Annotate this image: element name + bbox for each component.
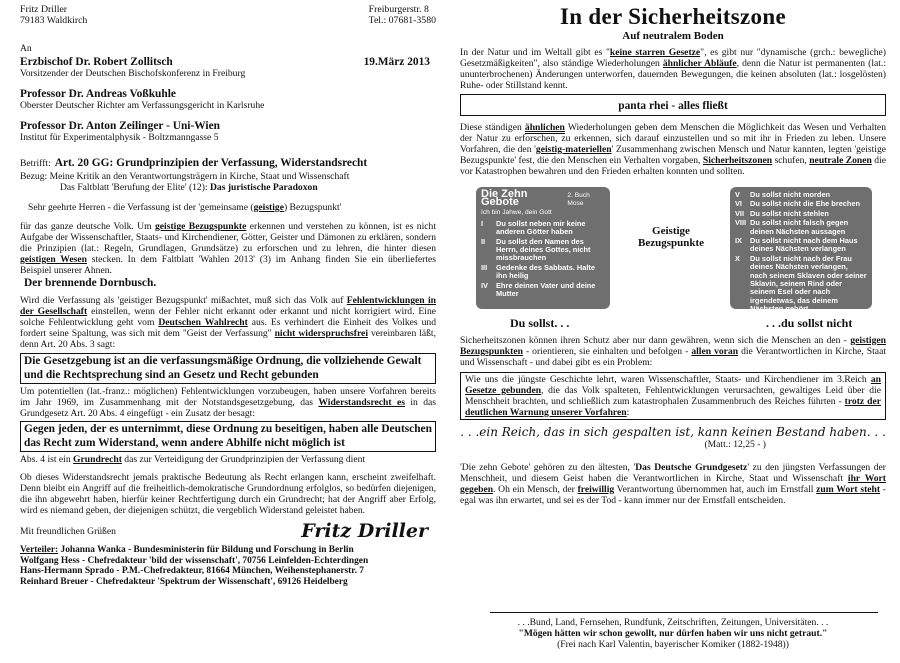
commandment-text: Du sollst nicht stehlen <box>750 208 829 218</box>
commandment-item <box>735 200 867 208</box>
commandment-text: Du sollst nicht die Ehe brechen <box>750 199 861 209</box>
commandment-item <box>735 210 867 218</box>
commandment-number: V <box>735 190 740 199</box>
footer <box>460 617 886 650</box>
commandment-item <box>735 255 867 314</box>
commandment-text: Du sollst neben mir keine anderen Götter haben <box>496 218 586 237</box>
panta-rhei-box: panta rhei - alles fließt <box>460 94 886 116</box>
commandment-text: Du sollst nicht nach der Frau deines Nächsten verlangen, nach seinem Sklaven oder seiner Sklavin, seinem Rind oder seinem Esel oder nach irgendetwas, das deinem Nächsten gehört <box>750 253 867 314</box>
commandment-item <box>735 219 867 236</box>
bible-quote: . . .ein Reich, das in sich gespalten ist, kann keinen Bestand haben. . . <box>460 425 886 439</box>
closing-row <box>20 520 436 542</box>
footer-attribution: (Frei nach Karl Valentin, bayerischer Komiker (1882-1948)) <box>557 639 789 650</box>
left-tablet <box>476 187 610 309</box>
ten-commandments-figure <box>472 181 878 333</box>
commandment-text: Gedenke des Sabbats. Halte ihn heilig <box>496 262 595 281</box>
commandment-item <box>481 220 605 237</box>
figure-center-label: Geistige Bezugspunkte <box>637 225 705 249</box>
paragraph-5: Ob dieses Widerstandsrecht jemals praktische Bedeutung als Recht erlangen kann, erscheint zweifelhaft. Denn bleibt ein Angriff auf die freiheitlich-demokratische Grundordnung erfolglos, so bedürfen diejenigen, die ihn abgewehrt haben, hierfür keiner Rechtfertigung durch ein Grundrecht; hat der Angriff aber Erfolg, wird es niemand geben, der diejenigen schützt, die vergeblich Widerstand geleistet haben. <box>20 472 436 516</box>
commandment-item <box>735 237 867 254</box>
commandment-number: VII <box>735 208 745 218</box>
commandment-number: IX <box>735 236 742 246</box>
distribution-list: Verteiler: Johanna Wanka - Bundesministerin für Bildung und Forschung in Berlin Wolfgang Hess - Chefredakteur 'bild der wissenschaft', 70756 Leinfelden-Echterdingen Hans-Hermann Sprado - P.M.-Chefredakteur, 81664 München, Weihenstephanerstr. 7 Reinhard Breuer - Chefredakteur 'Spektrum der Wissenschaft', 69126 Heidelberg <box>20 545 369 587</box>
reference-line-1: Bezug: Meine Kritik an den Verantwortungsträgern in Kirche, Staat und Wissenschaft <box>20 171 350 182</box>
recipient-3-name: Professor Dr. Anton Zeilinger - Uni-Wien <box>20 120 220 132</box>
commandment-text: Du sollst nicht nach dem Haus deines Nächsten verlangen <box>750 236 858 254</box>
sender-name: Fritz Driller <box>20 4 68 15</box>
commandment-item <box>735 191 867 199</box>
commandment-number: III <box>481 262 488 272</box>
commandment-text: Du sollst den Namen des Herrn, deines Gottes, nicht missbrauchen <box>496 236 591 263</box>
paragraph-4: Abs. 4 ist ein Grundrecht das zur Verteidigung der Grundprinzipien der Verfassung dient <box>20 454 366 465</box>
paragraph-1: für das ganze deutsche Volk. Um geistige Bezugspunkte erkennen und verstehen zu können, ist es nicht Aufgabe der Wissenschaftler, Staats- und Kirchendiener, Götter, Geister und Dämonen zu erklären, sondern die Prinzipien (lat.: Regeln, Grundlagen, Grundsätze) zu erforschen und zu lehren, die hinter diesen geistigen Wesen stecken. In dem Faltblatt 'Wahlen 2013' (3) im Anhang finden Sie ein überliefertes Beispiel unserer Ahnen. <box>20 221 436 276</box>
commandment-number: VI <box>735 199 742 209</box>
caption-du-sollst: Du sollst. . . <box>510 316 570 330</box>
paragraph-similar: Diese ständigen ähnlichen Wiederholungen geben dem Menschen die Möglichkeit das Wesen und Verhalten der Natur zu erforschen, zu erkennen, sich darauf einzustellen und so mit ihr in Frieden zu leben. Unsere Vorfahren, die den 'geistig-materiellen' Zusammenhang zwischen Mensch und Natur kannten, legten 'geistige Bezugspunkte' fest, die den Menschen ein Verhalten vorgaben, Sicherheitszonen schufen, neutrale Zonen die vor Katastrophen bewahren und den Frieden erhalten konnten und sollten. <box>460 122 887 177</box>
footer-divider <box>490 612 878 613</box>
sender-header <box>20 4 436 26</box>
paragraph-3: Um potentiellen (lat.-franz.: möglichen) Fehlentwicklungen vorzubeugen, haben unsere Vorfahren bereits im Jahr 1969, im Zusammenhang mit der Notstandsgesetzgebung, das Widerstandsrecht es in das Grundgesetz Art. 20 Abs. 4 eingefügt - ein Zusatz der besagt: <box>20 386 436 419</box>
subject-text: Art. 20 GG: Grundprinzipien der Verfassung, Widerstandsrecht <box>54 157 368 169</box>
recipient-2-name: Professor Dr. Andreas Voßkuhle <box>20 88 176 100</box>
sender-street: Freiburgerstr. 8 <box>368 4 429 15</box>
caption-du-sollst-nicht: . . .du sollst nicht <box>766 316 853 330</box>
subject-label: Betrifft: <box>20 158 51 169</box>
recipient-1-role: Vorsitzender der Deutschen Bischofskonferenz in Freiburg <box>20 68 246 79</box>
tablet-ref: 2. Buch Mose <box>567 192 590 207</box>
sender-tel: Tel.: 07681-3580 <box>368 15 436 26</box>
paragraph-safety: Sicherheitszonen können ihren Schutz aber nur dann gewähren, wenn sich die Menschen an den - geistigen Bezugspunkten - orientieren, sie einhalten und befolgen - allen voran die Verantwortlichen in Kirche, Staat und Wissenschaft - und dabei gibt es ein Problem: <box>460 335 886 368</box>
commandment-item <box>481 264 605 281</box>
commandment-number: IV <box>481 280 488 290</box>
paragraph-2: Wird die Verfassung als 'geistiger Bezugspunkt' mißachtet, muß sich das Volk auf Fehlentwicklungen in der Gesellschaft einstellen, wenn der Fehler nicht erkannt oder erkannt und nicht korrigiert wird. Eine solche Fehlentwicklung geht vom Deutschen Wahlrecht aus. Es verhindert die Einheit des Volkes und fordert seine Spaltung, was sich mit dem "Geist der Verfassung" nicht widerspruchsfrei vereinbaren läßt, denn Art. 20 Abs. 3 sagt: <box>20 295 437 350</box>
right-tablet <box>730 187 872 314</box>
recipient-1 <box>20 56 436 68</box>
history-box: Wie uns die jüngste Geschichte lehrt, waren Wissenschaftler, Staats- und Kirchendiener im 3.Reich an Gesetze gebunden, die das Volk spalteten, Fehlentwicklungen verursachten, gewaltiges Leid über die Menschheit brachten, und schließlich zum katastrophalen Zusammenbruch des Reiches führten - trotz der deutlichen Warnung unserer Vorfahren: <box>460 372 886 420</box>
dornbusch-heading: Der brennende Dornbusch. <box>24 277 157 289</box>
signature: Fritz Driller <box>301 520 428 542</box>
reference-line-2: Das Faltblatt 'Berufung der Elite' (12): Das juristische Paradoxon <box>60 182 318 193</box>
recipient-an: An <box>20 43 32 54</box>
recipient-3-role: Institut für Experimentalphysik - Boltzmanngasse 5 <box>20 132 219 143</box>
recipient-1-name: Erzbischof Dr. Robert Zollitsch <box>20 56 173 68</box>
page-subtitle: Auf neutralem Boden <box>622 30 724 42</box>
commandment-number: VIII <box>735 218 747 228</box>
intro-paragraph: In der Natur und im Weltall gibt es "keine starren Gesetze", es gibt nur "dynamische (grch.: bewegliche) Gesetzmäßigkeiten", also ständige Wiederholungen ähnlicher Abläufe, denn die Natur ist permanenten (lat.: ununterbrochenen) Änderungen unterworfen, dauernden Bewegungen, die keinen absoluten (lat.: losgelösten) Ruhe- oder Stillstand kennt. <box>460 47 886 91</box>
quote-box-art20-abs3: Die Gesetzgebung ist an die verfassungsmäßige Ordnung, die vollziehende Gewalt und die Rechtsprechung sind an Gesetz und Recht gebunden <box>20 353 436 384</box>
commandment-number: I <box>481 218 484 228</box>
commandment-number: X <box>735 253 740 263</box>
leaflet-page <box>452 0 900 663</box>
commandment-item <box>481 282 605 299</box>
commandment-text: Du sollst nicht falsch gegen deinen Nächsten aussagen <box>750 218 849 236</box>
tablet-title: Die Zehn Gebote <box>481 188 528 208</box>
tablet-intro: Ich bin Jahwe, dein Gott <box>481 209 552 217</box>
footer-media-line: . . .Bund, Land, Fernsehen, Rundfunk, Zeitschriften, Zeitungen, Universitäten. . . <box>517 617 829 628</box>
recipient-2-role: Oberster Deutscher Richter am Verfassungsgericht in Karlsruhe <box>20 100 265 111</box>
commandment-item <box>481 238 605 263</box>
subject-line <box>20 153 436 171</box>
commandment-text: Du sollst nicht morden <box>750 190 831 199</box>
sender-city: 79183 Waldkirch <box>20 15 88 26</box>
letter-date: 19.März 2013 <box>363 56 430 68</box>
quote-box-art20-abs4: Gegen jeden, der es unternimmt, diese Ordnung zu beseitigen, haben alle Deutschen das Recht zum Widerstand, wenn andere Abhilfe nicht möglich ist <box>20 421 436 452</box>
salutation: Sehr geehrte Herren - die Verfassung ist der 'gemeinsame (geistige) Bezugspunkt' <box>28 202 342 213</box>
commandment-number: II <box>481 236 486 246</box>
commandment-text: Ehre deinen Vater und deine Mutter <box>496 280 596 299</box>
closing: Mit freundlichen Grüßen <box>20 525 116 537</box>
footer-quote: "Mögen hätten wir schon gewollt, nur dürfen haben wir uns nicht getraut." <box>518 628 828 639</box>
page-title: In der Sicherheitszone <box>560 4 786 29</box>
paragraph-constitution: 'Die zehn Gebote' gehören zu den ältesten, 'Das Deutsche Grundgesetz' zu den jüngsten Verfassungen der Menschheit, und diesem Geist haben die Verantwortlichen in Kirche, Staat und Wissenschaft ihr Wort gegeben. Oh ein Mensch, der freiwillig Verantwortung übernommen hat, auch im Ernstfall zum Wort steht - egal was ihn erwartet, und sei es der Tod - kann immer nur der Ernstfall entscheiden. <box>460 462 887 506</box>
bible-ref: (Matt.: 12,25 - ) <box>704 439 766 450</box>
